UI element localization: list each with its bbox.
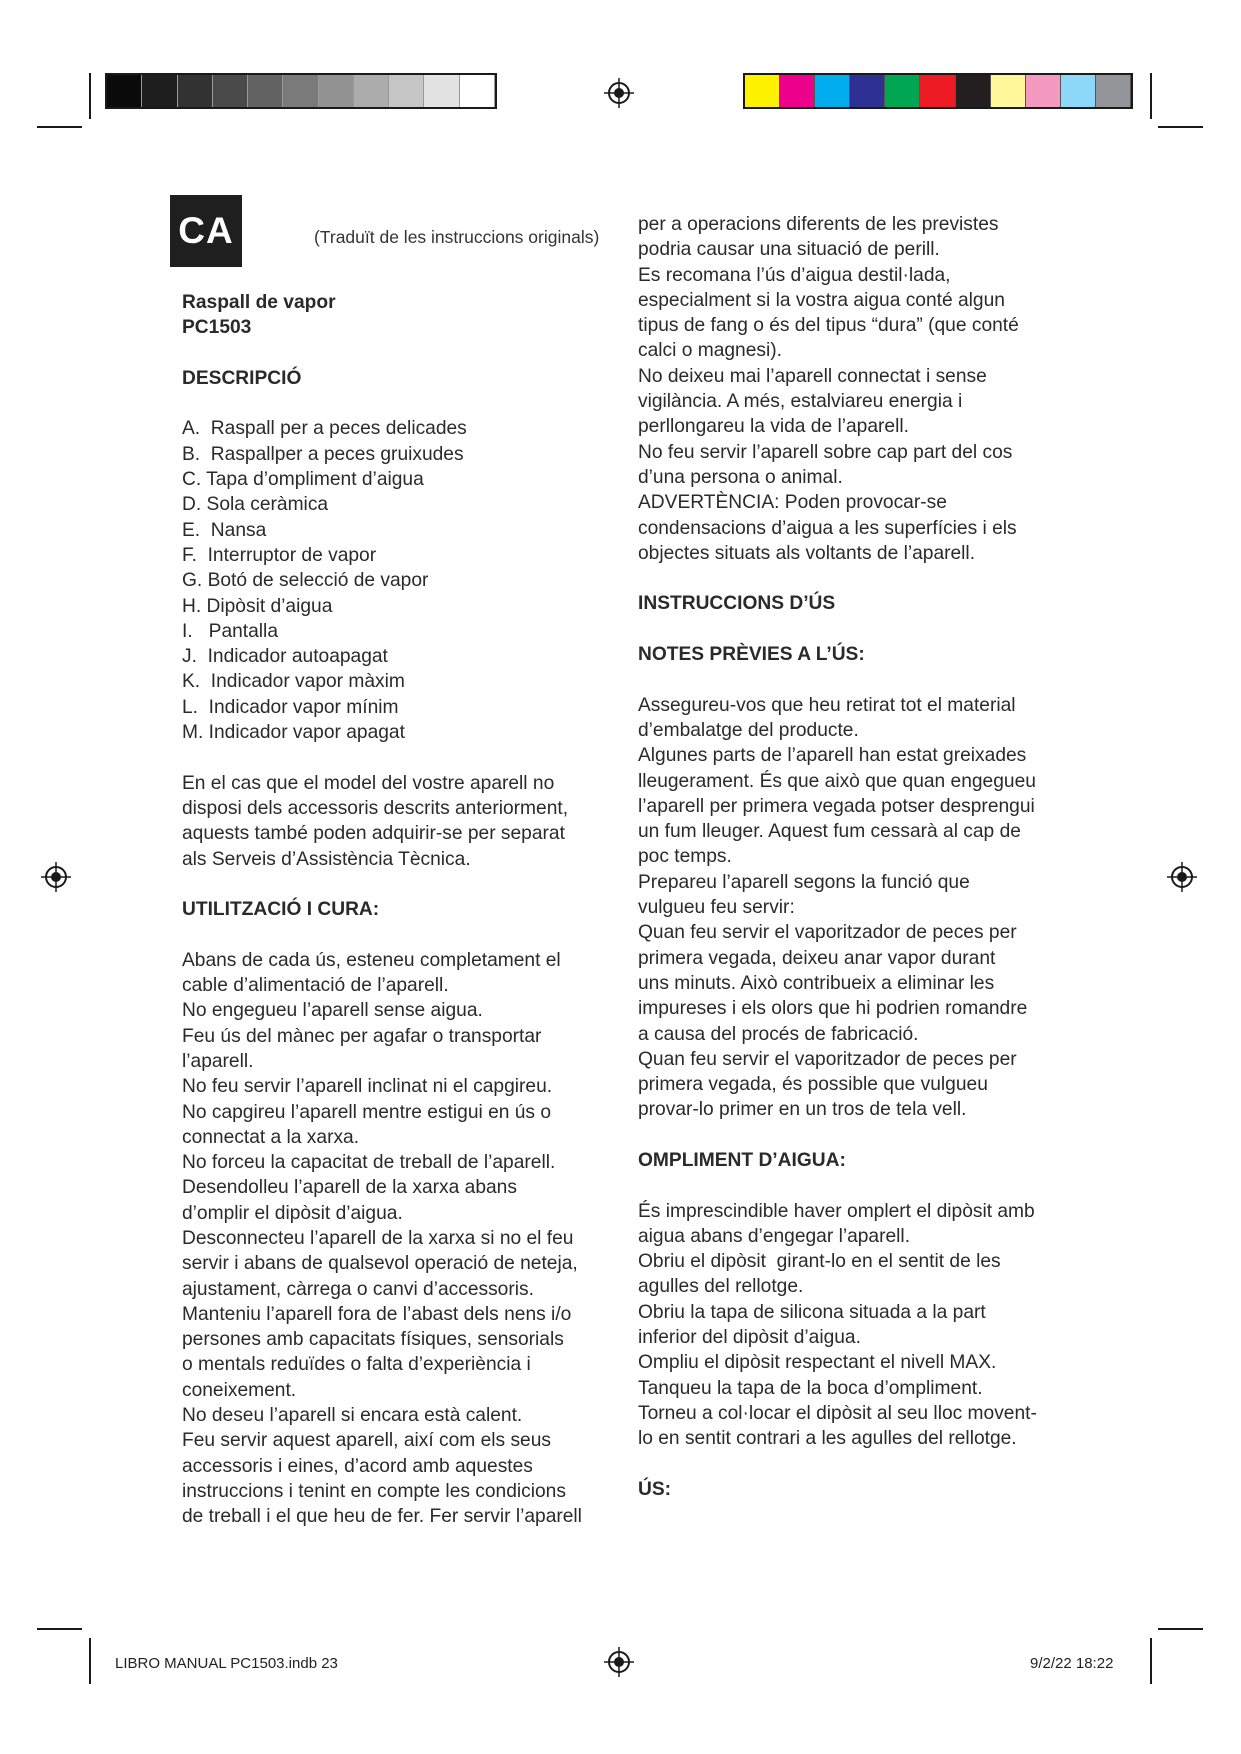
text-line: H. Dipòsit d’aigua (182, 595, 333, 617)
text-line: condensacions d’aigua a les superfícies i els (638, 517, 1017, 539)
text-line: En el cas que el model del vostre aparell no (182, 772, 555, 794)
instructions-heading: INSTRUCCIONS D’ÚS (638, 593, 836, 615)
text-line: especialment si la vostra aigua conté algun (638, 289, 1005, 311)
text-line: de treball i el que heu de fer. Fer servir l’aparell (182, 1506, 582, 1528)
translation-note: (Traduït de les instruccions originals) (314, 227, 600, 247)
parts-list (182, 416, 612, 745)
text-line: Obriu la tapa de silicona situada a la part (638, 1301, 986, 1323)
text-line: aquests també poden adquirir-se per separat (182, 823, 565, 845)
text-line: No feu servir l’aparell sobre cap part del cos (638, 441, 1013, 463)
product-name: Raspall de vapor (182, 292, 336, 313)
text-line: vulgueu feu servir: (638, 897, 795, 919)
text-line: servir i abans de qualsevol operació de neteja, (182, 1253, 578, 1275)
calibration-swatch (885, 75, 920, 107)
text-line: connectat a la xarxa. (182, 1126, 360, 1148)
language-badge: CA (170, 195, 242, 267)
calibration-swatch (956, 75, 991, 107)
text-line: d’una persona o animal. (638, 466, 843, 488)
text-line: per a operacions diferents de les previstes (638, 214, 999, 235)
registration-mark-icon (604, 1647, 634, 1677)
text-line: primera vegada, és possible que vulgueu (638, 1074, 988, 1096)
text-line: M. Indicador vapor apagat (182, 722, 405, 744)
calibration-swatch (107, 75, 142, 107)
text-line: C. Tapa d’ompliment d’aigua (182, 469, 424, 491)
use-heading: ÚS: (638, 1478, 672, 1500)
footer-timestamp: 9/2/22 18:22 (1030, 1655, 1114, 1672)
calibration-swatch (389, 75, 424, 107)
text-line: un fum lleuger. Aquest fum cessarà al cap de (638, 821, 1021, 843)
text-line: lo en sentit contrari a les agulles del rellotge. (638, 1428, 1017, 1450)
prior-notes-heading: NOTES PRÈVIES A L’ÚS: (638, 644, 865, 666)
text-line: Quan feu servir el vaporitzador de peces per (638, 922, 1017, 944)
text-line: Es recomana l’ús d’aigua destil·lada, (638, 264, 951, 286)
text-line: I. Pantalla (182, 620, 278, 642)
prior-notes-text (638, 693, 1078, 1123)
calibration-swatch (1026, 75, 1061, 107)
calibration-swatch (850, 75, 885, 107)
text-line: podria causar una situació de perill. (638, 239, 940, 261)
text-line: A. Raspall per a peces delicades (182, 418, 467, 440)
calibration-swatch (142, 75, 177, 107)
left-column (182, 290, 612, 1530)
continued-text (638, 212, 1078, 566)
color-calibration-bar (743, 73, 1133, 109)
right-column (638, 212, 1078, 1502)
text-line: Tanqueu la tapa de la boca d’ompliment. (638, 1377, 983, 1399)
text-line: cable d’alimentació de l’aparell. (182, 975, 449, 997)
text-line: primera vegada, deixeu anar vapor durant (638, 947, 996, 969)
text-line: lleugerament. És que això que quan engegueu (638, 770, 1036, 792)
crop-mark (37, 1628, 82, 1630)
text-line: No forceu la capacitat de treball de l’aparell. (182, 1152, 556, 1174)
text-line: Desconnecteu l’aparell de la xarxa si no el feu (182, 1227, 574, 1249)
calibration-swatch (178, 75, 213, 107)
calibration-swatch (460, 75, 495, 107)
text-line: aigua abans d’engegar l’aparell. (638, 1225, 911, 1247)
text-line: K. Indicador vapor màxim (182, 671, 405, 693)
text-line: calci o magnesi). (638, 340, 782, 362)
text-line: perllongareu la vida de l’aparell. (638, 416, 909, 438)
calibration-swatch (319, 75, 354, 107)
calibration-swatch (991, 75, 1026, 107)
text-line: l’aparell per primera vegada potser desprengui (638, 795, 1035, 817)
text-line: poc temps. (638, 846, 732, 868)
text-line: Desendolleu l’aparell de la xarxa abans (182, 1177, 517, 1199)
calibration-swatch (815, 75, 850, 107)
crop-mark (1150, 1638, 1152, 1684)
use-care-text (182, 948, 612, 1530)
product-model: PC1503 (182, 317, 252, 339)
text-line: inferior del dipòsit d’aigua. (638, 1327, 861, 1349)
text-line: persones amb capacitats físiques, sensorials (182, 1329, 564, 1351)
water-fill-heading: OMPLIMENT D’AIGUA: (638, 1149, 846, 1171)
calibration-swatch (354, 75, 389, 107)
text-line: vigilància. A més, estalviareu energia i (638, 391, 963, 413)
crop-mark (89, 1638, 91, 1684)
calibration-swatch (780, 75, 815, 107)
text-line: No deixeu mai l’aparell connectat i sense (638, 365, 987, 387)
crop-mark (37, 126, 82, 128)
text-line: Feu servir aquest aparell, així com els seus (182, 1430, 551, 1452)
text-line: No engegueu l’aparell sense aigua. (182, 1000, 483, 1022)
calibration-swatch (1061, 75, 1096, 107)
calibration-swatch (248, 75, 283, 107)
text-line: ADVERTÈNCIA: Poden provocar-se (638, 492, 947, 514)
calibration-swatch (1096, 75, 1131, 107)
description-heading: DESCRIPCIÓ (182, 367, 302, 389)
text-line: agulles del rellotge. (638, 1276, 804, 1298)
text-line: l’aparell. (182, 1050, 254, 1072)
text-line: Prepareu l’aparell segons la funció que (638, 871, 970, 893)
text-line: d’embalatge del producte. (638, 719, 859, 741)
text-line: D. Sola ceràmica (182, 494, 329, 516)
text-line: d’omplir el dipòsit d’aigua. (182, 1202, 403, 1224)
crop-mark (89, 73, 91, 119)
accessories-note (182, 771, 612, 872)
text-line: tipus de fang o és del tipus “dura” (que conté (638, 315, 1019, 337)
text-line: o mentals reduïdes o falta d’experiència i (182, 1354, 531, 1376)
calibration-swatch (424, 75, 459, 107)
text-line: als Serveis d’Assistència Tècnica. (182, 848, 471, 870)
text-line: Feu ús del mànec per agafar o transportar (182, 1025, 542, 1047)
text-line: Manteniu l’aparell fora de l’abast dels nens i/o (182, 1303, 572, 1325)
grayscale-calibration-bar (105, 73, 497, 109)
calibration-swatch (213, 75, 248, 107)
text-line: L. Indicador vapor mínim (182, 696, 399, 718)
text-line: Abans de cada ús, esteneu completament el (182, 949, 561, 971)
water-fill-text (638, 1199, 1078, 1452)
text-line: E. Nansa (182, 519, 267, 541)
text-line: impureses i els olors que hi podrien romandre (638, 998, 1028, 1020)
registration-mark-icon (41, 862, 71, 892)
registration-mark-icon (604, 78, 634, 108)
text-line: coneixement. (182, 1379, 297, 1401)
registration-mark-icon (1167, 862, 1197, 892)
calibration-swatch (920, 75, 955, 107)
text-line: No capgireu l’aparell mentre estigui en ús o (182, 1101, 552, 1123)
text-line: Torneu a col·locar el dipòsit al seu lloc movent- (638, 1402, 1037, 1424)
footer-file-info: LIBRO MANUAL PC1503.indb 23 (115, 1655, 338, 1672)
text-line: Assegureu-vos que heu retirat tot el material (638, 694, 1016, 716)
text-line: Obriu el dipòsit girant-lo en el sentit de les (638, 1251, 1001, 1273)
text-line: a causa del procés de fabricació. (638, 1023, 919, 1045)
text-line: objectes situats als voltants de l’aparell. (638, 542, 976, 564)
text-line: accessoris i eines, d’acord amb aquestes (182, 1455, 533, 1477)
text-line: Quan feu servir el vaporitzador de peces per (638, 1048, 1017, 1070)
text-line: Ompliu el dipòsit respectant el nivell MAX. (638, 1352, 997, 1374)
text-line: ajustament, càrrega o canvi d’accessoris. (182, 1278, 534, 1300)
text-line: provar-lo primer en un tros de tela vell. (638, 1099, 967, 1121)
text-line: uns minuts. Això contribueix a eliminar les (638, 972, 995, 994)
text-line: disposi dels accessoris descrits anteriorment, (182, 797, 569, 819)
text-line: No deseu l’aparell si encara està calent. (182, 1405, 523, 1427)
crop-mark (1150, 73, 1152, 119)
crop-mark (1158, 1628, 1203, 1630)
text-line: instruccions i tenint en compte les condicions (182, 1480, 566, 1502)
crop-mark (1158, 126, 1203, 128)
text-line: No feu servir l’aparell inclinat ni el capgireu. (182, 1076, 553, 1098)
calibration-swatch (745, 75, 780, 107)
text-line: Algunes parts de l’aparell han estat greixades (638, 745, 1027, 767)
text-line: És imprescindible haver omplert el dipòsit amb (638, 1200, 1035, 1222)
text-line: F. Interruptor de vapor (182, 544, 377, 566)
text-line: J. Indicador autoapagat (182, 646, 388, 668)
text-line: G. Botó de selecció de vapor (182, 570, 429, 592)
use-care-heading: UTILITZACIÓ I CURA: (182, 899, 380, 921)
calibration-swatch (283, 75, 318, 107)
text-line: B. Raspallper a peces gruixudes (182, 443, 464, 465)
